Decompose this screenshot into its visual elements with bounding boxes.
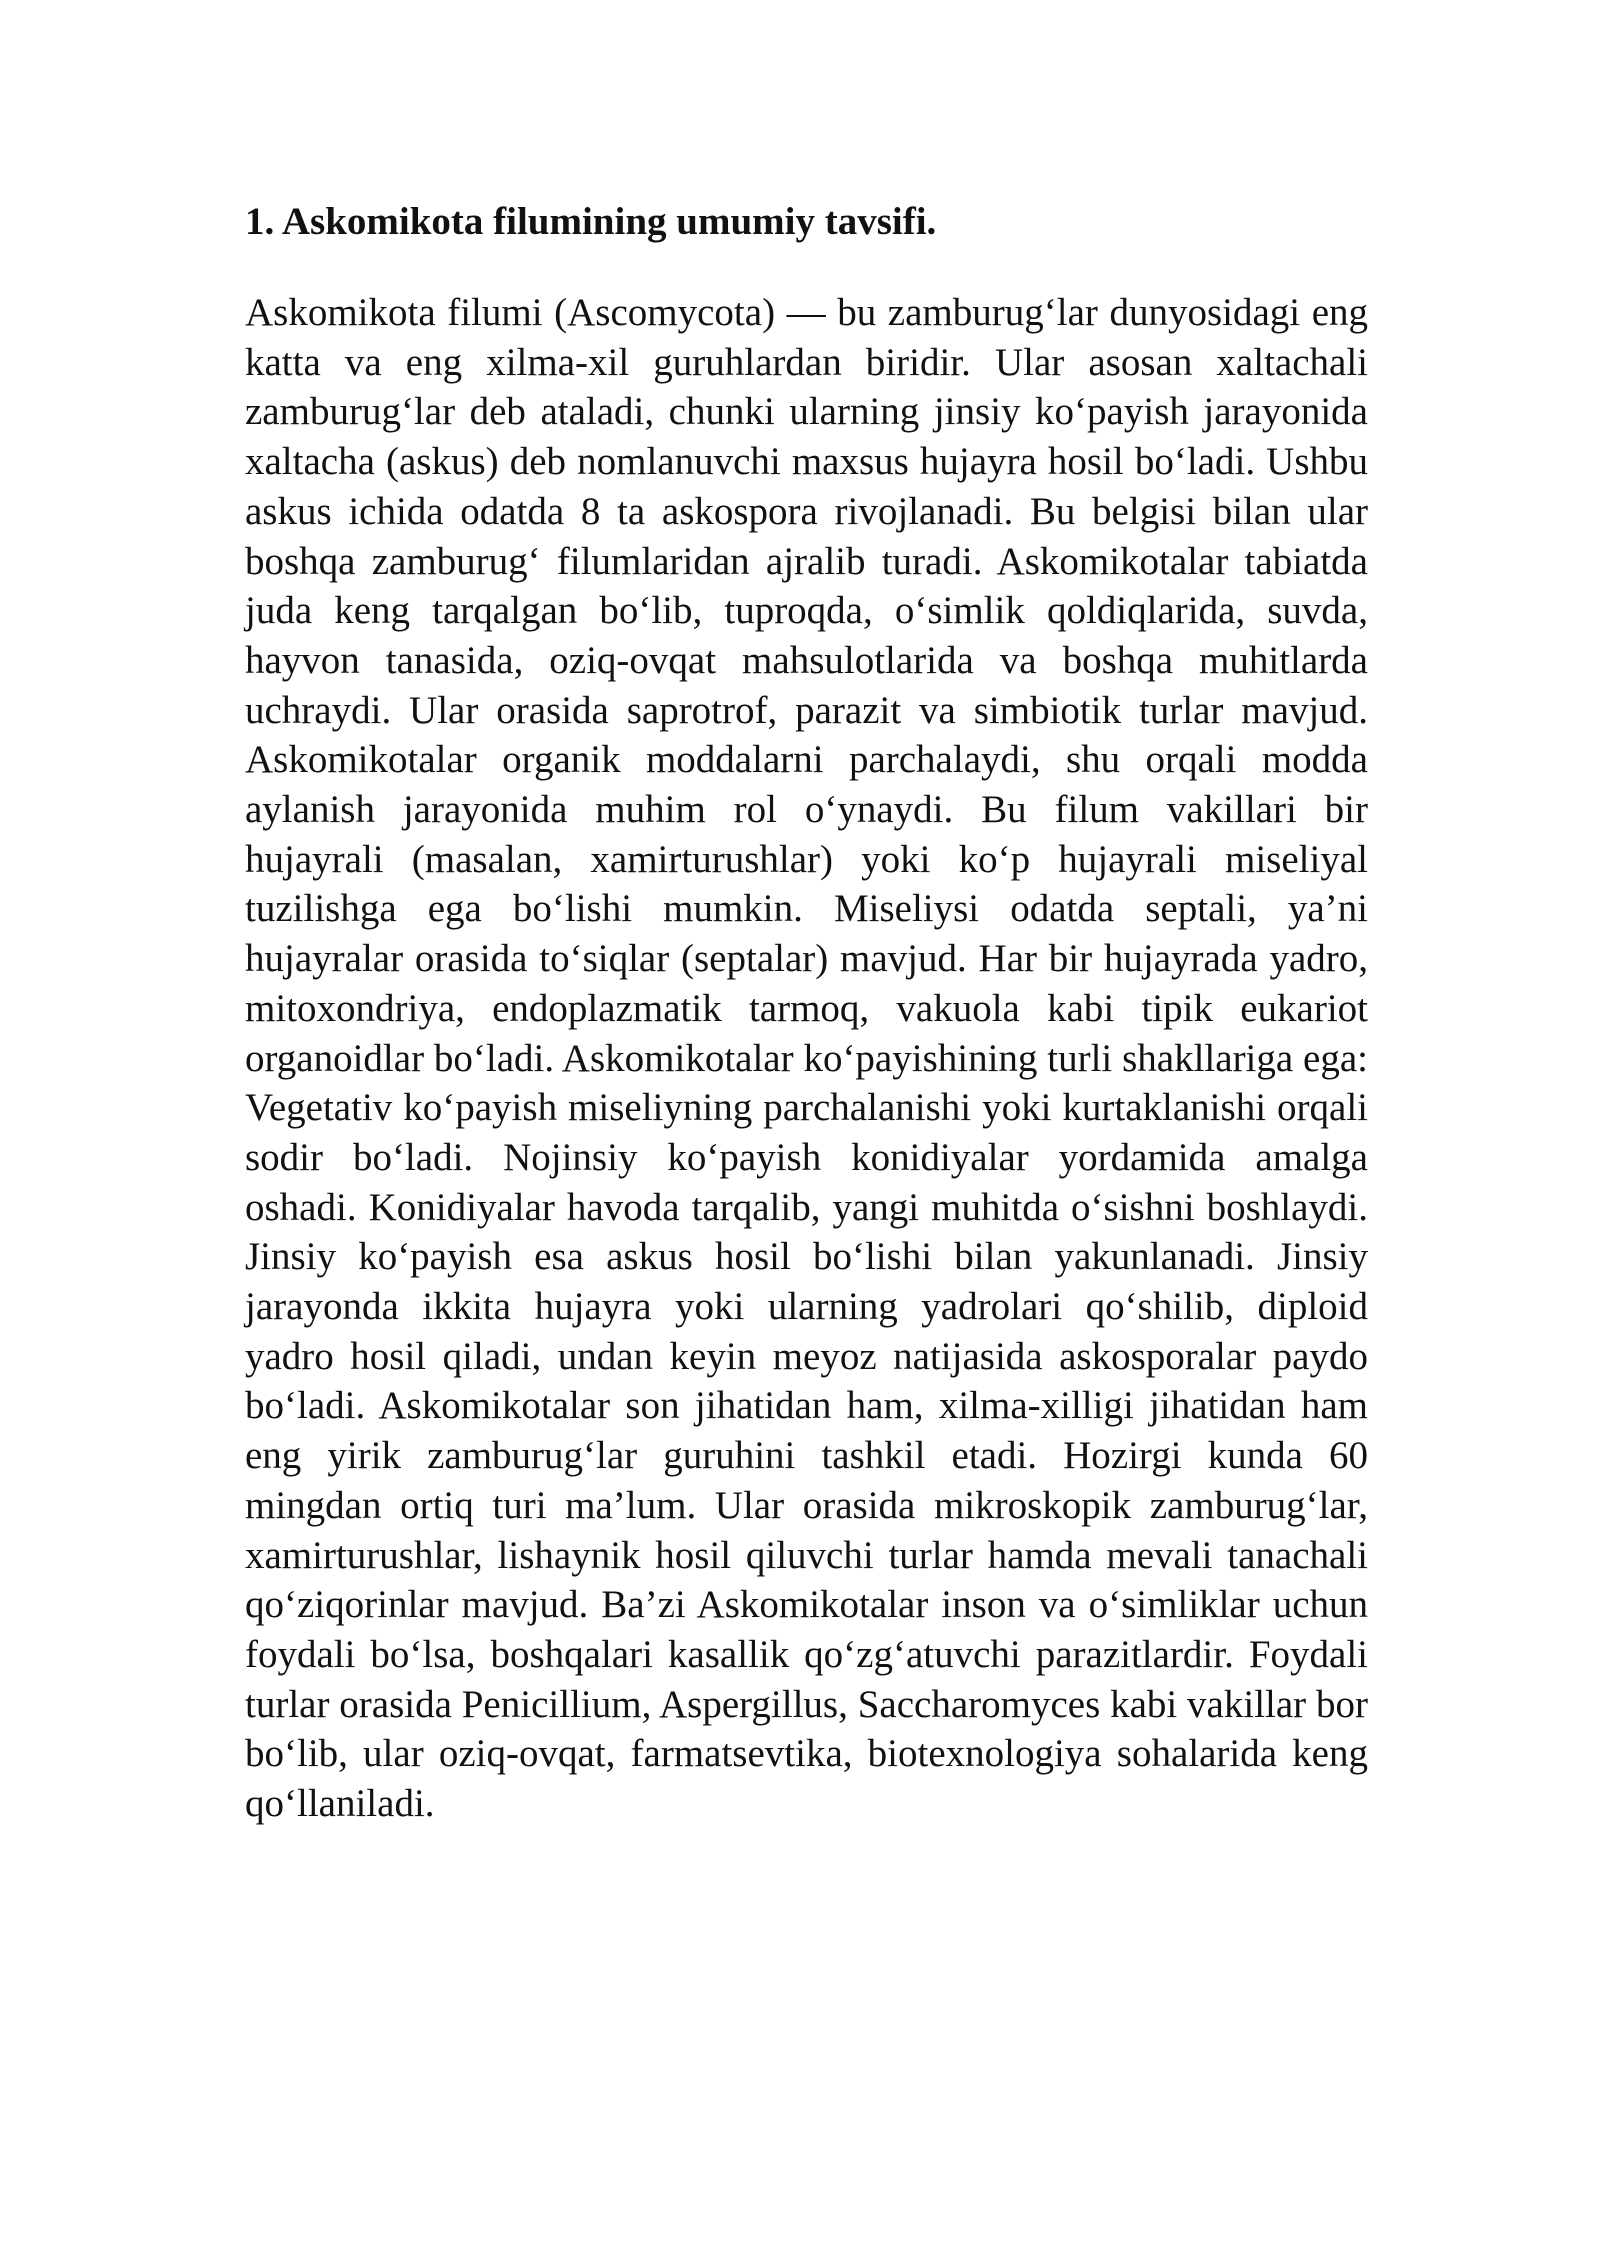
body-paragraph: Askomikota filumi (Ascomycota) — bu zamburug‘lar dunyosidagi eng katta va eng xilma-xil guruhlardan biridir. Ular asosan xaltachali zamburug‘lar deb ataladi, chunki ularning jinsiy ko‘payish jarayonida xaltacha (askus) deb nomlanuvchi maxsus hujayra hosil bo‘ladi. Ushbu askus ichida odatda 8 ta askospora rivojlanadi. Bu belgisi bilan ular boshqa zamburug‘ filumlaridan ajralib turadi. Askomikotalar tabiatda juda keng tarqalgan bo‘lib, tuproqda, o‘simlik qoldiqlarida, suvda, hayvon tanasida, oziq-ovqat mahsulotlarida va boshqa muhitlarda uchraydi. Ular orasida saprotrof, parazit va simbiotik turlar mavjud. Askomikotalar organik moddalarni parchalaydi, shu orqali modda aylanish jarayonida muhim rol o‘ynaydi. Bu filum vakillari bir hujayrali (masalan, xamirturushlar) yoki ko‘p hujayrali miseliyal tuzilishga ega bo‘lishi mumkin. Miseliysi odatda septali, ya’ni hujayralar orasida to‘siqlar (septalar) mavjud. Har bir hujayrada yadro, mitoxondriya, endoplazmatik tarmoq, vakuola kabi tipik eukariot organoidlar bo‘ladi. Askomikotalar ko‘payishining turli shakllariga ega: Vegetativ ko‘payish miseliyning parchalanishi yoki kurtaklanishi orqali sodir bo‘ladi. Nojinsiy ko‘payish konidiyalar yordamida amalga oshadi. Konidiyalar havoda tarqalib, yangi muhitda o‘sishni boshlaydi. Jinsiy ko‘payish esa askus hosil bo‘lishi bilan yakunlanadi. Jinsiy jarayonda ikkita hujayra yoki ularning yadrolari qo‘shilib, diploid yadro hosil qiladi, undan keyin meyoz natijasida askosporalar paydo bo‘ladi. Askomikotalar son jihatidan ham, xilma-xilligi jihatidan ham eng yirik zamburug‘lar guruhini tashkil etadi. Hozirgi kunda 60 mingdan ortiq turi ma’lum. Ular orasida mikroskopik zamburug‘lar, xamirturushlar, lishaynik hosil qiluvchi turlar hamda mevali tanachali qo‘ziqorinlar mavjud. Ba’zi Askomikotalar inson va o‘simliklar uchun foydali bo‘lsa, boshqalari kasallik qo‘zg‘atuvchi parazitlardir. Foydali turlar orasida Penicillium, Aspergillus, Saccharomyces kabi vakillar bor bo‘lib, ular oziq-ovqat, farmatsevtika, biotexnologiya sohalarida keng qo‘llaniladi. bbox=[245, 291, 1368, 1826]
section-heading: 1. Askomikota filumining umumiy tavsifi. bbox=[245, 200, 937, 243]
document-content bbox=[245, 192, 1368, 1829]
